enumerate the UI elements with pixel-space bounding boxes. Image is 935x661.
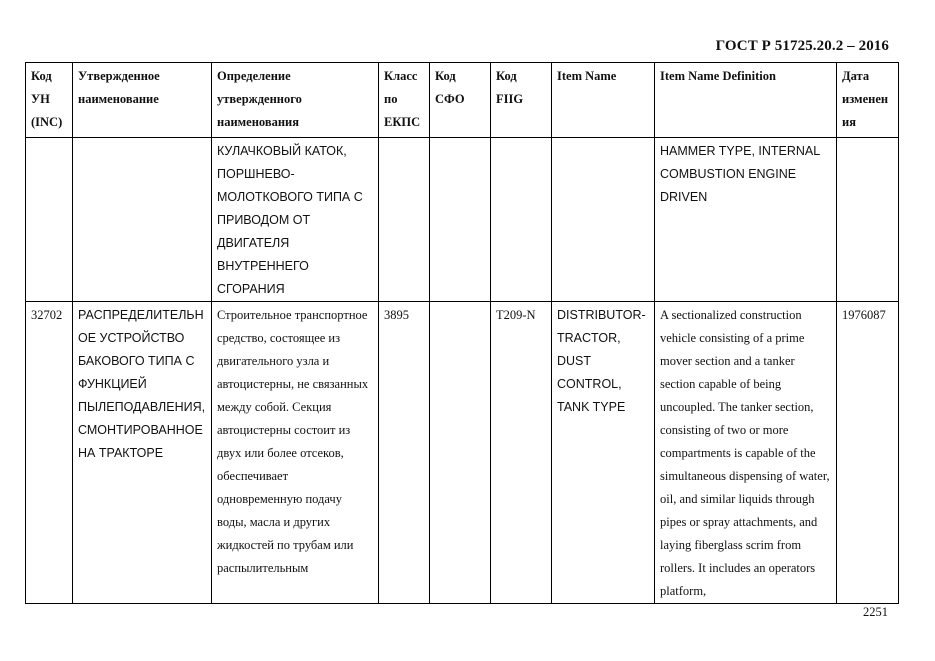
column-header-definition: Определение утвержденного наименования: [212, 63, 379, 138]
column-header-item-name-definition: Item Name Definition: [655, 63, 837, 138]
catalog-table: [25, 62, 899, 604]
cell-sfo: [430, 302, 491, 604]
column-header-inc: Код УН (INC): [26, 63, 73, 138]
cell-inc: 32702: [26, 302, 73, 604]
cell-approved-name: РАСПРЕДЕЛИТЕЛЬНОЕ УСТРОЙСТВО БАКОВОГО ТИПА С ФУНКЦИЕЙ ПЫЛЕПОДАВЛЕНИЯ, СМОНТИРОВАННОЕ НА ТРАКТОРЕ: [73, 302, 212, 604]
document-standard-header: ГОСТ Р 51725.20.2 – 2016: [715, 38, 889, 54]
cell-change-date: 1976087: [837, 302, 899, 604]
cell-class: [379, 138, 430, 302]
cell-change-date: [837, 138, 899, 302]
column-header-approved-name: Утвержденное наименование: [73, 63, 212, 138]
cell-fiig: T209-N: [491, 302, 552, 604]
cell-item-name-definition: HAMMER TYPE, INTERNAL COMBUSTION ENGINE DRIVEN: [655, 138, 837, 302]
cell-inc: [26, 138, 73, 302]
column-header-class: Класс по ЕКПС: [379, 63, 430, 138]
column-header-change-date: Дата изменения: [837, 63, 899, 138]
column-header-sfo: Код СФО: [430, 63, 491, 138]
column-header-item-name: Item Name: [552, 63, 655, 138]
page-number: 2251: [863, 605, 888, 619]
cell-item-name: [552, 138, 655, 302]
cell-definition: Строительное транспортное средство, состоящее из двигательного узла и автоцистерны, не связанных между собой. Секция автоцистерны состоит из двух или более отсеков, обеспечивает одновременную подачу воды, масла и других жидкостей по трубам или распылительным: [212, 302, 379, 604]
cell-sfo: [430, 138, 491, 302]
cell-item-name-definition: A sectionalized construction vehicle consisting of a prime mover section and a tanker section capable of being uncoupled. The tanker section, consisting of two or more compartments is capable of the simultaneous dispensing of water, oil, and similar liquids through pipes or spray attachments, and laying fiberglass scrim from rollers. It includes an operators platform,: [655, 302, 837, 604]
cell-class: 3895: [379, 302, 430, 604]
table-header-row: [26, 63, 899, 138]
cell-definition: КУЛАЧКОВЫЙ КАТОК, ПОРШНЕВО-МОЛОТКОВОГО ТИПА С ПРИВОДОМ ОТ ДВИГАТЕЛЯ ВНУТРЕННЕГО СГОРАНИЯ: [212, 138, 379, 302]
column-header-fiig: Код FIIG: [491, 63, 552, 138]
cell-approved-name: [73, 138, 212, 302]
table-row: [26, 302, 899, 604]
cell-item-name: DISTRIBUTOR-TRACTOR, DUST CONTROL, TANK TYPE: [552, 302, 655, 604]
table-row: [26, 138, 899, 302]
cell-fiig: [491, 138, 552, 302]
